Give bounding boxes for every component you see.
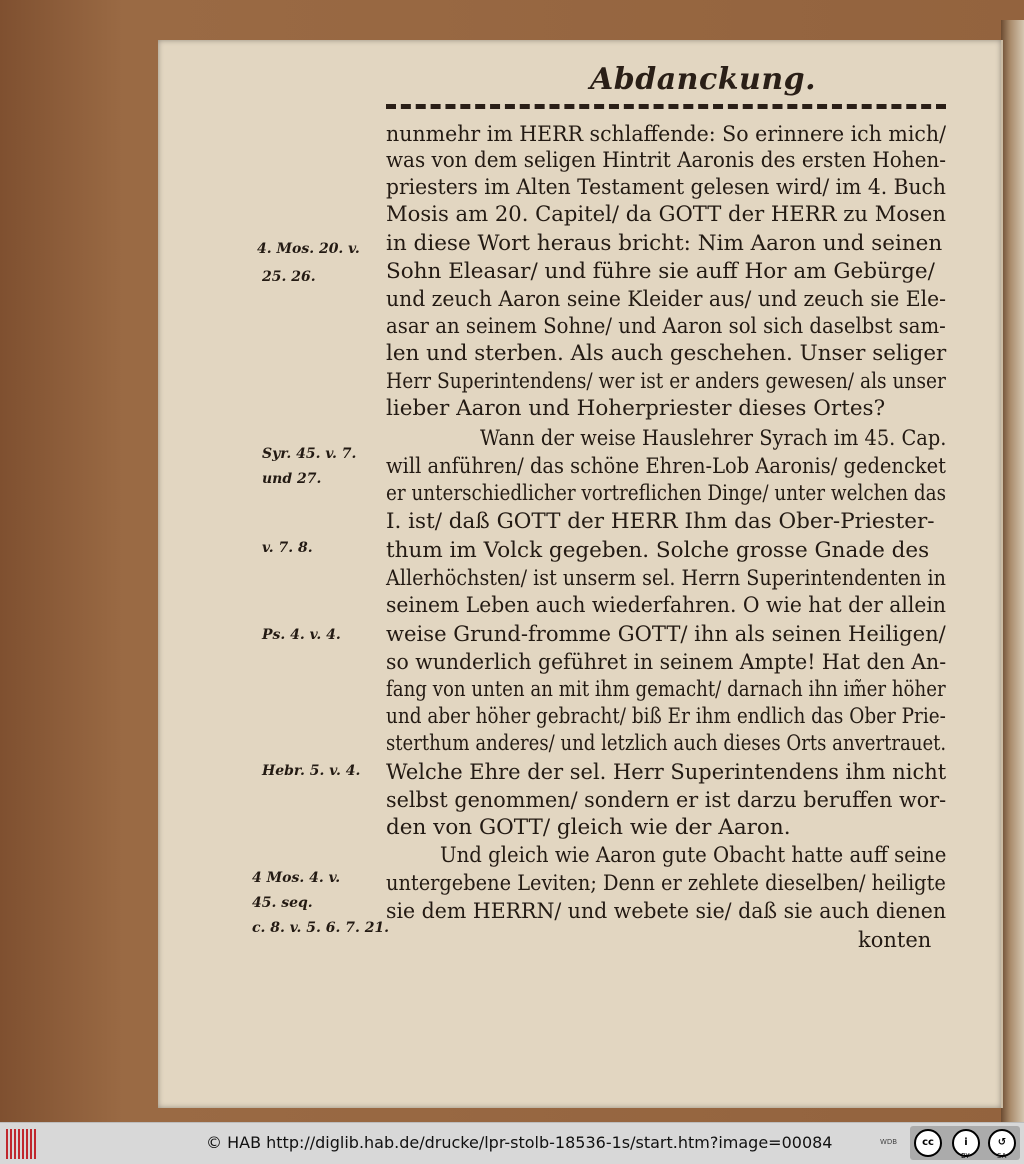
text-line: len und sterben. Als auch geschehen. Unser seliger (386, 341, 947, 366)
text-line: I. ist/ daß GOTT der HERR Ihm das Ober-Priester- (386, 509, 935, 534)
text-line: selbst genommen/ sondern er ist darzu beruffen wor- (386, 788, 947, 813)
text-line: sie dem HERRN/ und webete sie/ daß sie auch dienen (386, 899, 947, 924)
text-line: Mosis am 20. Capitel/ da GOTT der HERR zu Mosen (386, 202, 946, 227)
sa-icon: ↺ (988, 1129, 1016, 1157)
running-header: Abdanckung. (590, 62, 817, 97)
text-line: was von dem seligen Hintrit Aaronis des ersten Hohen- (386, 148, 946, 173)
text-line: lieber Aaron und Hoherpriester dieses Ortes? (386, 396, 886, 421)
adjacent-page-edge (1001, 20, 1024, 1122)
margin-note: 4. Mos. 20. v. (257, 241, 360, 257)
text-line: weise Grund-fromme GOTT/ ihn als seinen Heiligen/ (386, 622, 946, 647)
text-line: asar an seinem Sohne/ und Aaron sol sich daselbst sam- (386, 314, 946, 339)
text-line: will anführen/ das schöne Ehren-Lob Aaronis/ gedencket (386, 454, 946, 479)
text-line: seinem Leben auch wiederfahren. O wie hat der allein (386, 593, 946, 618)
cc-license-badge[interactable] (910, 1126, 1020, 1160)
margin-note: 4 Mos. 4. v. (252, 870, 341, 886)
wdb-label: WDB (880, 1138, 898, 1146)
margin-note: c. 8. v. 5. 6. 7. 21. (252, 920, 390, 936)
text-line: Wann der weise Hauslehrer Syrach im 45. Cap. (480, 426, 947, 451)
margin-note: v. 7. 8. (262, 540, 313, 556)
sa-label: SA (997, 1152, 1007, 1160)
text-line: thum im Volck gegeben. Solche grosse Gnade des (386, 538, 930, 563)
text-line: und zeuch Aaron seine Kleider aus/ und zeuch sie Ele- (386, 287, 947, 312)
catchword: konten (858, 928, 932, 952)
barcode-icon (6, 1129, 36, 1159)
by-icon: i (952, 1129, 980, 1157)
text-line: priesters im Alten Testament gelesen wird/ im 4. Buch (386, 175, 946, 200)
text-line: so wunderlich geführet in seinem Ampte! Hat den An- (386, 650, 947, 675)
text-line: Herr Superintendens/ wer ist er anders gewesen/ als unser (386, 369, 946, 394)
text-line: er unterschiedlicher vortreflichen Dinge/ unter welchen das (386, 481, 947, 506)
copyright-link[interactable]: © HAB http://diglib.hab.de/drucke/lpr-stolb-18536-1s/start.htm?image=00084 (206, 1133, 833, 1152)
text-line: und aber höher gebracht/ biß Er ihm endlich das Ober Prie- (386, 704, 946, 729)
viewer-footer (0, 1122, 1024, 1164)
text-line: Sohn Eleasar/ und führe sie auff Hor am Gebürge/ (386, 259, 935, 284)
margin-note: Syr. 45. v. 7. (262, 446, 357, 462)
text-line: in diese Wort heraus bricht: Nim Aaron und seinen (386, 231, 943, 256)
text-line: Allerhöchsten/ ist unserm sel. Herrn Superintendenten in (386, 566, 947, 591)
text-line: den von GOTT/ gleich wie der Aaron. (386, 815, 791, 840)
text-line: fang von unten an mit ihm gemacht/ darnach ihn im̃er höher (386, 677, 946, 702)
header-rule (386, 104, 946, 109)
cc-icon: cc (914, 1129, 942, 1157)
margin-note: und 27. (262, 471, 322, 487)
text-line: nunmehr im HERR schlaffende: So erinnere ich mich/ (386, 122, 947, 147)
text-line: untergebene Leviten; Denn er zehlete dieselben/ heiligte (386, 871, 946, 896)
text-line: sterthum anderes/ und letzlich auch dieses Orts anvertrauet. (386, 731, 947, 756)
margin-note: Ps. 4. v. 4. (262, 627, 341, 643)
margin-note: Hebr. 5. v. 4. (262, 763, 361, 779)
text-line: Welche Ehre der sel. Herr Superintendens ihm nicht (386, 760, 947, 785)
by-label: BY (961, 1152, 970, 1160)
text-line: Und gleich wie Aaron gute Obacht hatte auff seine (440, 843, 947, 868)
margin-note: 25. 26. (262, 269, 316, 285)
margin-note: 45. seq. (252, 895, 313, 911)
